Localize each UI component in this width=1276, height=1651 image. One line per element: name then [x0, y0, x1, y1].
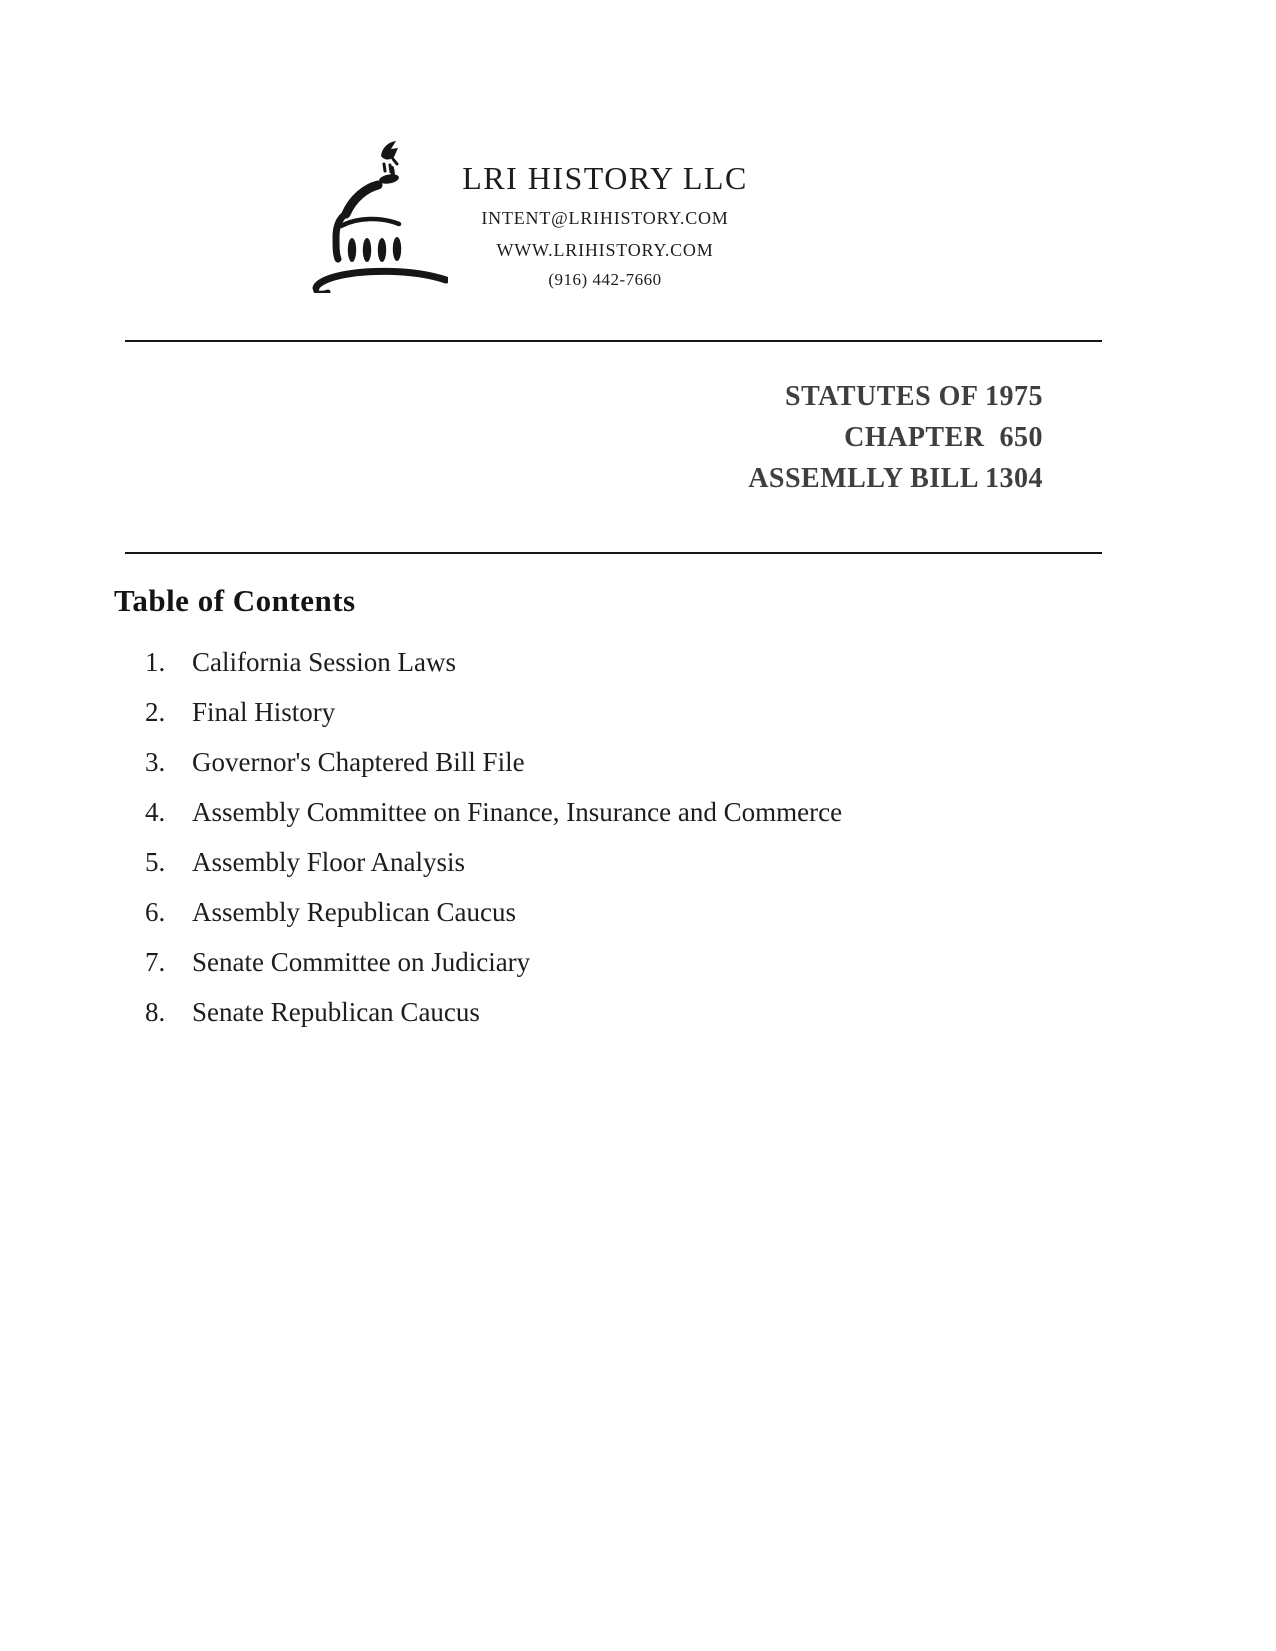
- case-reference-block: [748, 376, 1043, 499]
- toc-item-number: 2.: [145, 697, 166, 727]
- chapter-line: CHAPTER 650: [844, 422, 1043, 453]
- toc-item-label: Senate Committee on Judiciary: [192, 947, 531, 977]
- company-email: INTENT@LRIHISTORY.COM: [481, 208, 729, 228]
- company-name: LRI HISTORY LLC: [462, 160, 748, 196]
- toc-item: [145, 797, 842, 827]
- toc-item-number: 1.: [145, 647, 166, 677]
- toc-list: [145, 647, 842, 1047]
- toc-title: Table of Contents: [114, 583, 356, 618]
- toc-item-number: 7.: [145, 947, 166, 977]
- toc-item-label: Assembly Committee on Finance, Insurance and Commerce: [192, 797, 843, 827]
- toc-item: [145, 647, 842, 677]
- toc-item: [145, 697, 842, 727]
- divider-bottom: [125, 552, 1102, 554]
- toc-item: [145, 997, 842, 1027]
- toc-item-number: 5.: [145, 847, 166, 877]
- toc-item: [145, 847, 842, 877]
- toc-item-label: Assembly Floor Analysis: [192, 847, 466, 877]
- toc-item-number: 3.: [145, 747, 166, 777]
- toc-item: [145, 947, 842, 977]
- company-website: WWW.LRIHISTORY.COM: [496, 240, 714, 260]
- divider-top: [125, 340, 1102, 342]
- bill-line: ASSEMLLY BILL 1304: [748, 463, 1043, 494]
- toc-item: [145, 897, 842, 927]
- toc-item-number: 4.: [145, 797, 166, 827]
- toc-item-number: 6.: [145, 897, 166, 927]
- toc-item-number: 8.: [145, 997, 166, 1027]
- toc-item-label: Final History: [192, 697, 336, 727]
- toc-item: [145, 747, 842, 777]
- toc-item-label: Governor's Chaptered Bill File: [192, 747, 525, 777]
- statutes-line: STATUTES OF 1975: [785, 381, 1043, 412]
- toc-item-label: Senate Republican Caucus: [192, 997, 480, 1027]
- company-phone: (916) 442-7660: [548, 270, 662, 289]
- toc-item-label: Assembly Republican Caucus: [192, 897, 516, 927]
- toc-item-label: California Session Laws: [192, 647, 456, 677]
